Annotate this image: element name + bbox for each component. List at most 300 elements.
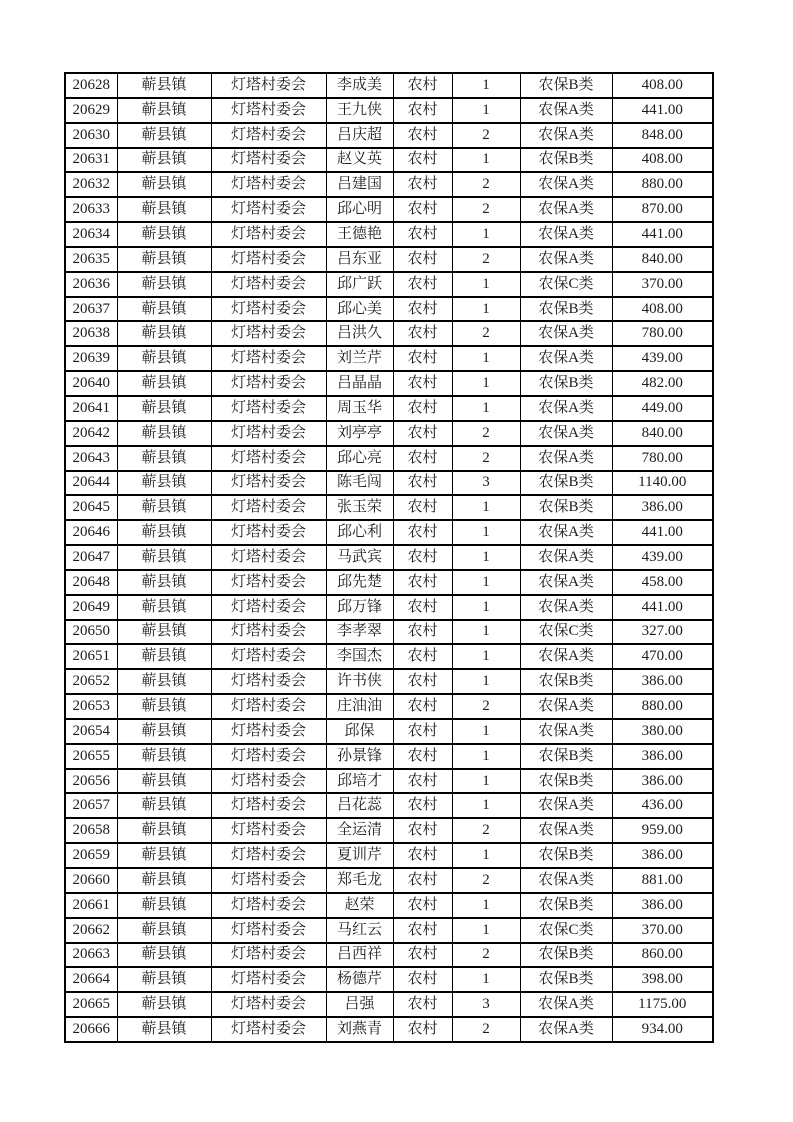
cell-serial-number: 20663	[65, 943, 117, 968]
cell-category: 农村	[393, 371, 452, 396]
cell-serial-number: 20660	[65, 868, 117, 893]
cell-amount: 848.00	[612, 123, 713, 148]
cell-category: 农村	[393, 719, 452, 744]
cell-town: 蕲县镇	[117, 570, 211, 595]
table-row	[65, 545, 713, 570]
cell-category: 农村	[393, 843, 452, 868]
cell-person-name: 邱心利	[326, 520, 393, 545]
cell-person-count: 1	[452, 843, 520, 868]
cell-person-name: 吕东亚	[326, 247, 393, 272]
cell-village-committee: 灯塔村委会	[211, 818, 326, 843]
cell-amount: 780.00	[612, 446, 713, 471]
cell-person-name: 邱广跃	[326, 272, 393, 297]
cell-category: 农村	[393, 471, 452, 496]
cell-village-committee: 灯塔村委会	[211, 272, 326, 297]
table-row	[65, 943, 713, 968]
cell-insurance-type: 农保B类	[520, 744, 612, 769]
cell-serial-number: 20637	[65, 297, 117, 322]
cell-person-name: 赵荣	[326, 893, 393, 918]
table-row	[65, 222, 713, 247]
table-row	[65, 843, 713, 868]
cell-insurance-type: 农保A类	[520, 172, 612, 197]
cell-village-committee: 灯塔村委会	[211, 843, 326, 868]
cell-serial-number: 20630	[65, 123, 117, 148]
cell-serial-number: 20641	[65, 396, 117, 421]
cell-insurance-type: 农保B类	[520, 495, 612, 520]
cell-category: 农村	[393, 620, 452, 645]
cell-town: 蕲县镇	[117, 793, 211, 818]
table-row	[65, 421, 713, 446]
table-row	[65, 719, 713, 744]
cell-person-name: 李孝翠	[326, 620, 393, 645]
cell-town: 蕲县镇	[117, 247, 211, 272]
cell-person-name: 马红云	[326, 918, 393, 943]
cell-person-count: 1	[452, 570, 520, 595]
cell-village-committee: 灯塔村委会	[211, 992, 326, 1017]
cell-category: 农村	[393, 520, 452, 545]
cell-village-committee: 灯塔村委会	[211, 172, 326, 197]
cell-village-committee: 灯塔村委会	[211, 620, 326, 645]
cell-person-name: 刘兰芹	[326, 346, 393, 371]
cell-person-count: 1	[452, 769, 520, 794]
cell-village-committee: 灯塔村委会	[211, 371, 326, 396]
cell-town: 蕲县镇	[117, 545, 211, 570]
cell-amount: 386.00	[612, 769, 713, 794]
cell-town: 蕲县镇	[117, 73, 211, 98]
cell-insurance-type: 农保A类	[520, 868, 612, 893]
cell-town: 蕲县镇	[117, 446, 211, 471]
cell-category: 农村	[393, 669, 452, 694]
cell-person-count: 1	[452, 719, 520, 744]
cell-person-count: 2	[452, 943, 520, 968]
cell-category: 农村	[393, 644, 452, 669]
cell-category: 农村	[393, 98, 452, 123]
cell-amount: 959.00	[612, 818, 713, 843]
cell-person-name: 张玉荣	[326, 495, 393, 520]
cell-serial-number: 20634	[65, 222, 117, 247]
cell-town: 蕲县镇	[117, 967, 211, 992]
table-row	[65, 197, 713, 222]
cell-person-count: 2	[452, 868, 520, 893]
cell-person-name: 刘亭亭	[326, 421, 393, 446]
cell-village-committee: 灯塔村委会	[211, 396, 326, 421]
cell-insurance-type: 农保A类	[520, 545, 612, 570]
cell-serial-number: 20664	[65, 967, 117, 992]
cell-person-name: 邱心美	[326, 297, 393, 322]
cell-person-name: 邱心亮	[326, 446, 393, 471]
cell-insurance-type: 农保A类	[520, 644, 612, 669]
cell-village-committee: 灯塔村委会	[211, 545, 326, 570]
cell-insurance-type: 农保A类	[520, 570, 612, 595]
cell-insurance-type: 农保A类	[520, 818, 612, 843]
cell-person-count: 1	[452, 744, 520, 769]
cell-village-committee: 灯塔村委会	[211, 148, 326, 173]
cell-town: 蕲县镇	[117, 1017, 211, 1042]
cell-insurance-type: 农保A类	[520, 222, 612, 247]
cell-amount: 860.00	[612, 943, 713, 968]
cell-amount: 386.00	[612, 495, 713, 520]
cell-insurance-type: 农保A类	[520, 719, 612, 744]
cell-serial-number: 20638	[65, 321, 117, 346]
cell-person-count: 1	[452, 918, 520, 943]
cell-serial-number: 20656	[65, 769, 117, 794]
cell-person-count: 3	[452, 471, 520, 496]
cell-category: 农村	[393, 818, 452, 843]
cell-insurance-type: 农保A类	[520, 98, 612, 123]
cell-amount: 386.00	[612, 669, 713, 694]
cell-person-count: 1	[452, 371, 520, 396]
cell-insurance-type: 农保B类	[520, 297, 612, 322]
cell-village-committee: 灯塔村委会	[211, 123, 326, 148]
cell-town: 蕲县镇	[117, 818, 211, 843]
cell-category: 农村	[393, 346, 452, 371]
cell-person-count: 2	[452, 123, 520, 148]
cell-person-name: 吕庆超	[326, 123, 393, 148]
table-row	[65, 346, 713, 371]
cell-insurance-type: 农保B类	[520, 148, 612, 173]
cell-insurance-type: 农保A类	[520, 421, 612, 446]
cell-serial-number: 20646	[65, 520, 117, 545]
cell-village-committee: 灯塔村委会	[211, 769, 326, 794]
table-row	[65, 148, 713, 173]
cell-person-count: 2	[452, 421, 520, 446]
cell-town: 蕲县镇	[117, 123, 211, 148]
cell-serial-number: 20666	[65, 1017, 117, 1042]
cell-category: 农村	[393, 992, 452, 1017]
cell-village-committee: 灯塔村委会	[211, 197, 326, 222]
table-row	[65, 769, 713, 794]
cell-town: 蕲县镇	[117, 172, 211, 197]
cell-person-count: 3	[452, 992, 520, 1017]
cell-serial-number: 20654	[65, 719, 117, 744]
cell-amount: 880.00	[612, 694, 713, 719]
table-row	[65, 297, 713, 322]
cell-town: 蕲县镇	[117, 197, 211, 222]
cell-serial-number: 20633	[65, 197, 117, 222]
cell-town: 蕲县镇	[117, 918, 211, 943]
cell-person-name: 陈毛闯	[326, 471, 393, 496]
cell-village-committee: 灯塔村委会	[211, 744, 326, 769]
cell-amount: 934.00	[612, 1017, 713, 1042]
cell-insurance-type: 农保A类	[520, 446, 612, 471]
cell-person-name: 孙景锋	[326, 744, 393, 769]
cell-village-committee: 灯塔村委会	[211, 918, 326, 943]
cell-amount: 840.00	[612, 421, 713, 446]
cell-insurance-type: 农保B类	[520, 371, 612, 396]
cell-town: 蕲县镇	[117, 694, 211, 719]
cell-person-name: 赵义英	[326, 148, 393, 173]
cell-category: 农村	[393, 769, 452, 794]
cell-town: 蕲县镇	[117, 98, 211, 123]
cell-serial-number: 20642	[65, 421, 117, 446]
cell-amount: 441.00	[612, 98, 713, 123]
cell-insurance-type: 农保A类	[520, 346, 612, 371]
cell-village-committee: 灯塔村委会	[211, 644, 326, 669]
cell-insurance-type: 农保B类	[520, 73, 612, 98]
beneficiary-table	[64, 72, 714, 1043]
cell-person-count: 1	[452, 545, 520, 570]
cell-amount: 408.00	[612, 297, 713, 322]
cell-amount: 441.00	[612, 595, 713, 620]
cell-category: 农村	[393, 446, 452, 471]
cell-serial-number: 20653	[65, 694, 117, 719]
cell-serial-number: 20628	[65, 73, 117, 98]
cell-serial-number: 20639	[65, 346, 117, 371]
cell-town: 蕲县镇	[117, 272, 211, 297]
cell-category: 农村	[393, 197, 452, 222]
cell-person-name: 李国杰	[326, 644, 393, 669]
cell-person-count: 1	[452, 222, 520, 247]
cell-person-name: 许书侠	[326, 669, 393, 694]
cell-category: 农村	[393, 396, 452, 421]
cell-amount: 1140.00	[612, 471, 713, 496]
cell-insurance-type: 农保B类	[520, 943, 612, 968]
cell-town: 蕲县镇	[117, 297, 211, 322]
cell-category: 农村	[393, 545, 452, 570]
cell-insurance-type: 农保A类	[520, 992, 612, 1017]
cell-person-count: 1	[452, 346, 520, 371]
cell-person-count: 1	[452, 396, 520, 421]
table-row	[65, 321, 713, 346]
cell-person-count: 2	[452, 247, 520, 272]
cell-insurance-type: 农保C类	[520, 620, 612, 645]
cell-serial-number: 20661	[65, 893, 117, 918]
table-row	[65, 98, 713, 123]
cell-category: 农村	[393, 272, 452, 297]
table-row	[65, 520, 713, 545]
cell-category: 农村	[393, 495, 452, 520]
cell-person-name: 邱万锋	[326, 595, 393, 620]
cell-amount: 370.00	[612, 272, 713, 297]
table-row	[65, 669, 713, 694]
cell-insurance-type: 农保A类	[520, 247, 612, 272]
cell-person-count: 1	[452, 297, 520, 322]
cell-town: 蕲县镇	[117, 669, 211, 694]
cell-town: 蕲县镇	[117, 520, 211, 545]
table-row	[65, 793, 713, 818]
cell-person-name: 吕西祥	[326, 943, 393, 968]
table-body	[65, 73, 713, 1042]
cell-category: 农村	[393, 421, 452, 446]
cell-person-name: 郑毛龙	[326, 868, 393, 893]
table-row	[65, 868, 713, 893]
cell-town: 蕲县镇	[117, 744, 211, 769]
cell-person-count: 1	[452, 272, 520, 297]
cell-insurance-type: 农保A类	[520, 321, 612, 346]
cell-category: 农村	[393, 793, 452, 818]
cell-person-name: 邱培才	[326, 769, 393, 794]
cell-person-name: 邱保	[326, 719, 393, 744]
cell-town: 蕲县镇	[117, 943, 211, 968]
cell-town: 蕲县镇	[117, 719, 211, 744]
cell-category: 农村	[393, 868, 452, 893]
cell-town: 蕲县镇	[117, 620, 211, 645]
cell-person-name: 周玉华	[326, 396, 393, 421]
cell-person-name: 王九侠	[326, 98, 393, 123]
cell-person-count: 1	[452, 893, 520, 918]
cell-person-name: 全运清	[326, 818, 393, 843]
table-row	[65, 992, 713, 1017]
cell-person-count: 1	[452, 620, 520, 645]
cell-category: 农村	[393, 1017, 452, 1042]
cell-village-committee: 灯塔村委会	[211, 1017, 326, 1042]
cell-town: 蕲县镇	[117, 644, 211, 669]
cell-insurance-type: 农保A类	[520, 396, 612, 421]
cell-serial-number: 20640	[65, 371, 117, 396]
cell-person-count: 2	[452, 197, 520, 222]
cell-town: 蕲县镇	[117, 148, 211, 173]
cell-village-committee: 灯塔村委会	[211, 943, 326, 968]
cell-town: 蕲县镇	[117, 321, 211, 346]
cell-person-name: 吕洪久	[326, 321, 393, 346]
cell-village-committee: 灯塔村委会	[211, 967, 326, 992]
cell-serial-number: 20657	[65, 793, 117, 818]
cell-person-count: 1	[452, 495, 520, 520]
cell-town: 蕲县镇	[117, 396, 211, 421]
cell-person-name: 吕花蕊	[326, 793, 393, 818]
cell-amount: 386.00	[612, 843, 713, 868]
cell-serial-number: 20650	[65, 620, 117, 645]
cell-serial-number: 20635	[65, 247, 117, 272]
cell-amount: 880.00	[612, 172, 713, 197]
table-row	[65, 471, 713, 496]
cell-serial-number: 20652	[65, 669, 117, 694]
cell-amount: 408.00	[612, 148, 713, 173]
cell-amount: 439.00	[612, 346, 713, 371]
cell-category: 农村	[393, 744, 452, 769]
table-row	[65, 172, 713, 197]
cell-serial-number: 20665	[65, 992, 117, 1017]
cell-town: 蕲县镇	[117, 992, 211, 1017]
cell-person-name: 王德艳	[326, 222, 393, 247]
cell-serial-number: 20631	[65, 148, 117, 173]
cell-person-count: 1	[452, 595, 520, 620]
table-row	[65, 694, 713, 719]
cell-person-count: 1	[452, 520, 520, 545]
cell-person-count: 2	[452, 446, 520, 471]
table-row	[65, 446, 713, 471]
table-row	[65, 644, 713, 669]
cell-village-committee: 灯塔村委会	[211, 471, 326, 496]
table-row	[65, 1017, 713, 1042]
cell-category: 农村	[393, 247, 452, 272]
cell-insurance-type: 农保A类	[520, 595, 612, 620]
cell-amount: 449.00	[612, 396, 713, 421]
cell-person-name: 刘燕青	[326, 1017, 393, 1042]
cell-serial-number: 20632	[65, 172, 117, 197]
cell-category: 农村	[393, 694, 452, 719]
cell-village-committee: 灯塔村委会	[211, 98, 326, 123]
table-row	[65, 123, 713, 148]
cell-insurance-type: 农保C类	[520, 918, 612, 943]
table-row	[65, 495, 713, 520]
cell-insurance-type: 农保A类	[520, 123, 612, 148]
cell-insurance-type: 农保C类	[520, 272, 612, 297]
cell-person-name: 庄油油	[326, 694, 393, 719]
table-row	[65, 73, 713, 98]
cell-village-committee: 灯塔村委会	[211, 694, 326, 719]
table-row	[65, 893, 713, 918]
cell-insurance-type: 农保B类	[520, 893, 612, 918]
cell-category: 农村	[393, 570, 452, 595]
cell-amount: 458.00	[612, 570, 713, 595]
table-row	[65, 272, 713, 297]
cell-category: 农村	[393, 943, 452, 968]
cell-person-count: 2	[452, 818, 520, 843]
table-row	[65, 371, 713, 396]
table-row	[65, 396, 713, 421]
cell-serial-number: 20649	[65, 595, 117, 620]
table-row	[65, 570, 713, 595]
cell-insurance-type: 农保A类	[520, 1017, 612, 1042]
cell-village-committee: 灯塔村委会	[211, 570, 326, 595]
cell-insurance-type: 农保A类	[520, 694, 612, 719]
cell-serial-number: 20636	[65, 272, 117, 297]
cell-person-count: 2	[452, 321, 520, 346]
cell-amount: 441.00	[612, 222, 713, 247]
cell-village-committee: 灯塔村委会	[211, 446, 326, 471]
cell-village-committee: 灯塔村委会	[211, 893, 326, 918]
table-row	[65, 595, 713, 620]
cell-village-committee: 灯塔村委会	[211, 669, 326, 694]
cell-village-committee: 灯塔村委会	[211, 222, 326, 247]
table-row	[65, 744, 713, 769]
cell-category: 农村	[393, 222, 452, 247]
cell-serial-number: 20662	[65, 918, 117, 943]
cell-town: 蕲县镇	[117, 893, 211, 918]
cell-person-name: 夏训芹	[326, 843, 393, 868]
cell-person-name: 邱先楚	[326, 570, 393, 595]
cell-person-count: 1	[452, 98, 520, 123]
cell-village-committee: 灯塔村委会	[211, 321, 326, 346]
cell-category: 农村	[393, 172, 452, 197]
cell-insurance-type: 农保B类	[520, 471, 612, 496]
cell-town: 蕲县镇	[117, 595, 211, 620]
cell-serial-number: 20658	[65, 818, 117, 843]
cell-person-name: 吕建国	[326, 172, 393, 197]
cell-amount: 398.00	[612, 967, 713, 992]
cell-village-committee: 灯塔村委会	[211, 719, 326, 744]
cell-amount: 470.00	[612, 644, 713, 669]
cell-person-count: 2	[452, 1017, 520, 1042]
cell-insurance-type: 农保B类	[520, 769, 612, 794]
cell-town: 蕲县镇	[117, 868, 211, 893]
cell-amount: 408.00	[612, 73, 713, 98]
cell-category: 农村	[393, 918, 452, 943]
cell-amount: 386.00	[612, 744, 713, 769]
cell-village-committee: 灯塔村委会	[211, 421, 326, 446]
cell-amount: 436.00	[612, 793, 713, 818]
cell-person-count: 1	[452, 669, 520, 694]
cell-category: 农村	[393, 148, 452, 173]
cell-serial-number: 20645	[65, 495, 117, 520]
cell-village-committee: 灯塔村委会	[211, 346, 326, 371]
cell-amount: 482.00	[612, 371, 713, 396]
cell-amount: 881.00	[612, 868, 713, 893]
cell-insurance-type: 农保B类	[520, 843, 612, 868]
cell-serial-number: 20648	[65, 570, 117, 595]
cell-serial-number: 20629	[65, 98, 117, 123]
cell-town: 蕲县镇	[117, 471, 211, 496]
cell-serial-number: 20655	[65, 744, 117, 769]
cell-village-committee: 灯塔村委会	[211, 73, 326, 98]
cell-amount: 380.00	[612, 719, 713, 744]
cell-person-count: 2	[452, 172, 520, 197]
cell-serial-number: 20651	[65, 644, 117, 669]
cell-category: 农村	[393, 297, 452, 322]
cell-category: 农村	[393, 321, 452, 346]
cell-village-committee: 灯塔村委会	[211, 495, 326, 520]
